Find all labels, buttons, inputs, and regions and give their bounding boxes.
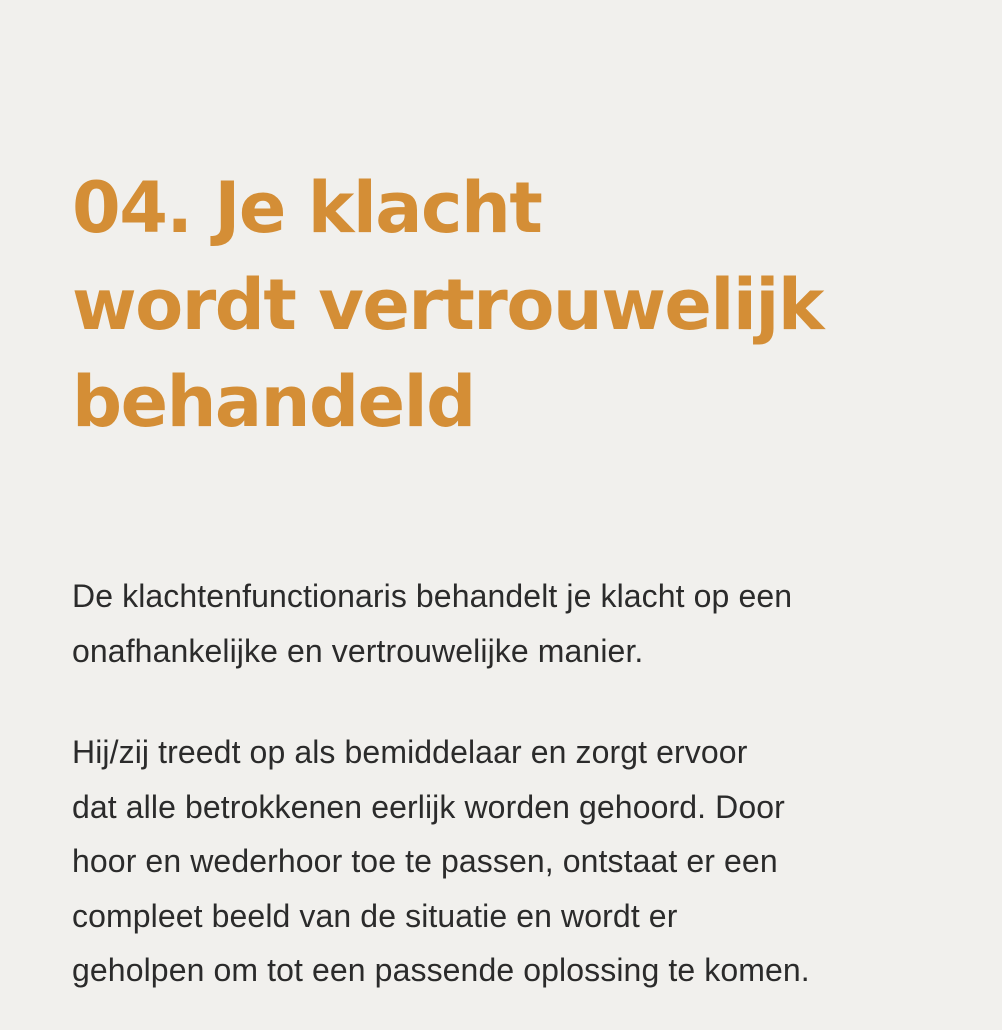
heading-line: 04. Je klacht bbox=[72, 167, 542, 249]
paragraph-intro bbox=[72, 569, 982, 678]
paragraph-details bbox=[72, 725, 982, 998]
body-text bbox=[72, 569, 982, 998]
paragraph-line: hoor en wederhoor toe te passen, ontstaat er een bbox=[72, 843, 778, 879]
paragraph-line: compleet beeld van de situatie en wordt er bbox=[72, 897, 678, 934]
paragraph-line: Hij/zij treedt op als bemiddelaar en zorgt ervoor bbox=[72, 734, 748, 770]
paragraph-line: De klachtenfunctionaris behandelt je klacht op een bbox=[72, 578, 793, 614]
section-heading bbox=[72, 160, 982, 451]
heading-line: wordt vertrouwelijk bbox=[72, 264, 823, 346]
paragraph-line: geholpen om tot een passende oplossing te komen. bbox=[72, 952, 810, 988]
paragraph-line: dat alle betrokkenen eerlijk worden gehoord. Door bbox=[72, 788, 785, 825]
heading-line: behandeld bbox=[72, 361, 475, 443]
paragraph-line: onafhankelijke en vertrouwelijke manier. bbox=[72, 632, 644, 669]
content-section bbox=[72, 160, 982, 998]
